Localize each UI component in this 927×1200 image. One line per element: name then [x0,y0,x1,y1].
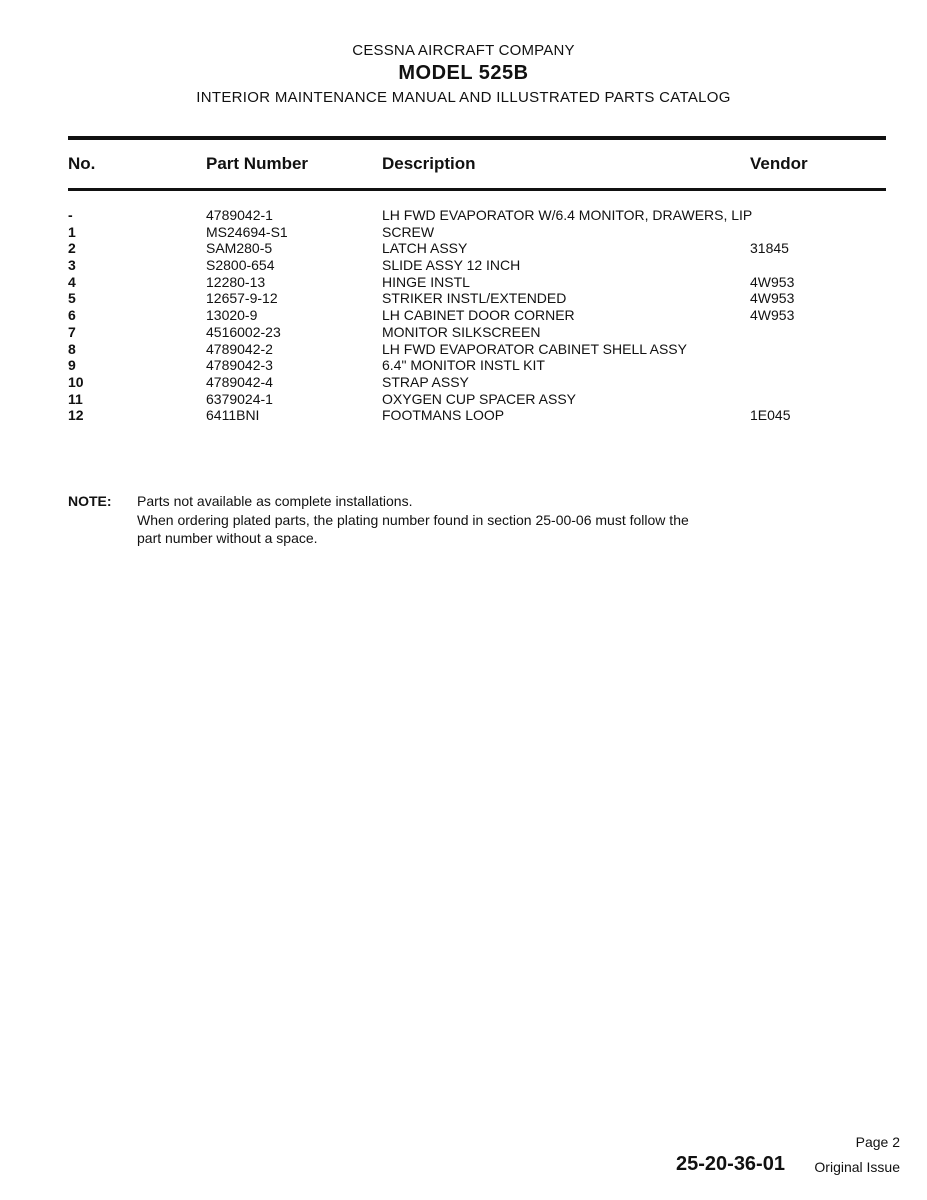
parts-row [0,391,927,408]
vendor-code: 1E045 [750,407,791,424]
parts-row [0,274,927,291]
parts-row [0,407,927,424]
parts-row [0,224,927,241]
item-number: 3 [68,257,76,274]
part-description: FOOTMANS LOOP [382,407,505,424]
vendor-code: 4W953 [750,307,795,324]
part-description: MONITOR SILKSCREEN [382,323,541,340]
part-number: 4516002-23 [206,323,281,340]
manual-title: INTERIOR MAINTENANCE MANUAL AND ILLUSTRATED PARTS CATALOG [196,89,731,106]
part-description: HINGE INSTL [382,273,470,290]
part-number: MS24694-S1 [206,223,288,240]
parts-row [0,257,927,274]
note-line: When ordering plated parts, the plating number found in section 25-00-06 must follow the [137,512,689,528]
parts-row [0,324,927,341]
parts-row [0,240,927,257]
item-number: 6 [68,307,76,324]
part-number: 6411BNI [206,407,260,424]
note-line: part number without a space. [137,530,318,546]
vendor-code: 31845 [750,240,789,257]
parts-row [0,207,927,224]
part-number: 6379024-1 [206,390,273,407]
item-number: 11 [68,390,83,407]
part-number: 13020-9 [206,307,258,324]
parts-row [0,357,927,374]
item-number: 8 [68,340,76,357]
part-description: LATCH ASSY [382,240,468,257]
part-number: 12280-13 [206,273,266,290]
part-description: SLIDE ASSY 12 INCH [382,257,521,274]
part-number: 4789042-2 [206,340,273,357]
model-title: MODEL 525B [398,62,529,84]
column-header-vendor: Vendor [750,154,808,173]
column-header-description: Description [382,154,476,173]
issue-status: Original Issue [814,1159,900,1175]
part-number: S2800-654 [206,257,275,274]
item-number: - [68,207,73,223]
part-number: 4789042-4 [206,373,273,390]
item-number: 12 [68,407,84,424]
item-number: 9 [68,357,76,374]
note-label: NOTE: [68,493,112,509]
part-description: LH CABINET DOOR CORNER [382,307,575,324]
company-name: CESSNA AIRCRAFT COMPANY [352,42,575,59]
part-description: 6.4" MONITOR INSTL KIT [382,357,545,374]
item-number: 5 [68,290,76,307]
parts-row [0,341,927,358]
item-number: 2 [68,240,76,257]
note-line: Parts not available as complete installations. [137,493,413,509]
column-header-part-number: Part Number [206,154,309,173]
part-number: 4789042-3 [206,357,273,374]
header-rule [68,188,886,191]
item-number: 1 [68,223,76,240]
part-description: STRAP ASSY [382,373,469,390]
top-rule [68,136,886,140]
part-description: OXYGEN CUP SPACER ASSY [382,390,576,407]
part-description: SCREW [382,223,435,240]
part-number: 12657-9-12 [206,290,278,307]
parts-row [0,374,927,391]
item-number: 10 [68,373,84,390]
part-number: 4789042-1 [206,207,273,223]
page-number: Page 2 [855,1134,900,1150]
item-number: 4 [68,273,76,290]
part-description: LH FWD EVAPORATOR W/6.4 MONITOR, DRAWERS, LIP [382,207,753,223]
item-number: 7 [68,323,76,340]
part-description: STRIKER INSTL/EXTENDED [382,290,567,307]
vendor-code: 4W953 [750,290,795,307]
parts-list [0,207,927,424]
part-number: SAM280-5 [206,240,273,257]
column-header-no: No. [68,154,96,173]
parts-row [0,307,927,324]
vendor-code: 4W953 [750,273,795,290]
parts-row [0,290,927,307]
document-number: 25-20-36-01 [676,1153,785,1175]
part-description: LH FWD EVAPORATOR CABINET SHELL ASSY [382,340,687,357]
